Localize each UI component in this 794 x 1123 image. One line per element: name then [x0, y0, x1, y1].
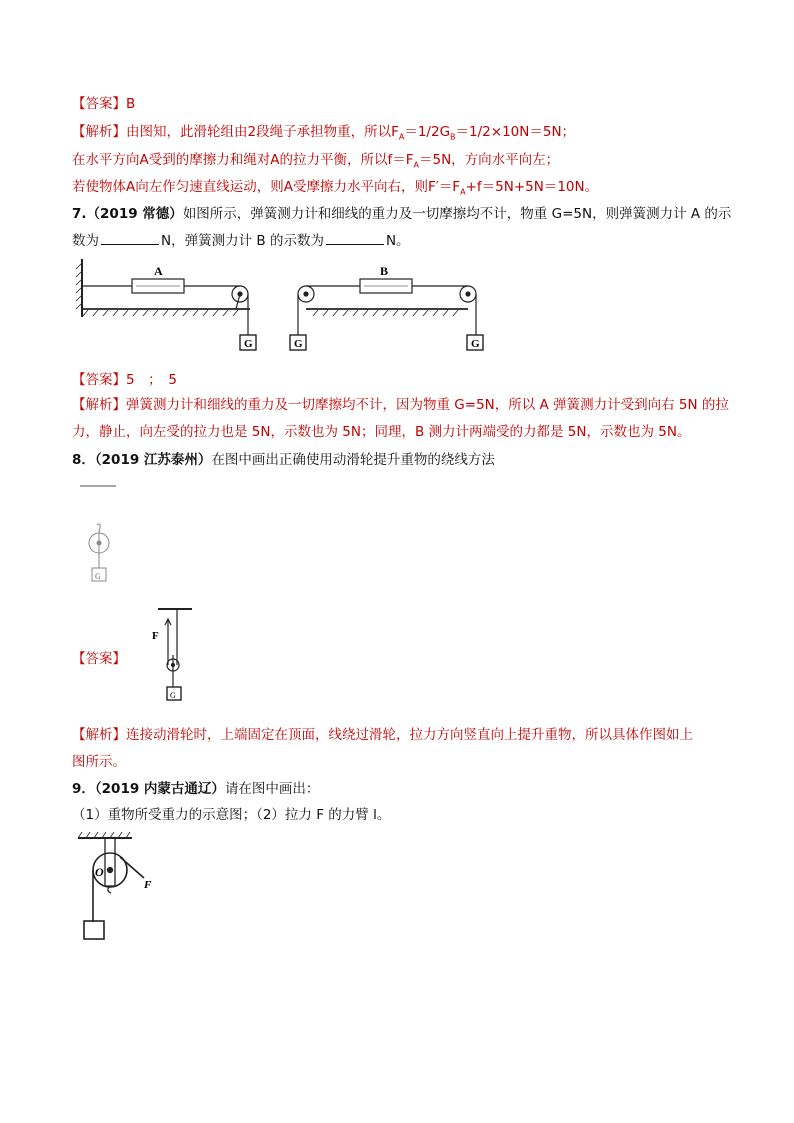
question-8: [72, 451, 495, 469]
question-number: 8．: [72, 452, 95, 468]
scale-b-label: B: [380, 264, 389, 278]
analysis-text: 弹簧测力计和细线的重力及一切摩擦均不计，因为物重 G=5N，所以 A 弹簧测力计受到向右 5N 的拉: [126, 397, 729, 413]
weight-label: G: [244, 338, 253, 350]
answer-tag: 【答案】: [72, 96, 126, 112]
question-7-line-2: [72, 232, 410, 250]
analysis-text: 在水平方向A受到的摩擦力和绳对A的拉力平衡，所以f＝F: [72, 152, 414, 168]
question-source: （2019 常德）: [86, 206, 183, 222]
pivot-label: O: [95, 865, 104, 879]
answer-blank[interactable]: [101, 232, 159, 245]
analysis-tag: 【解析】: [72, 727, 126, 743]
weight-label: G: [471, 338, 480, 350]
analysis-text: ＝1/2×10N＝5N；: [455, 124, 576, 140]
analysis-text: 力，静止，向左受的拉力也是 5N，示数也为 5N；同理，B 测力计两端受的力都是 5N，示数也为 5N。: [72, 424, 691, 440]
answer-tag: 【答案】: [72, 651, 126, 667]
force-label: F: [144, 879, 152, 891]
analysis-7-line-2: [72, 423, 690, 441]
q8-answer-figure: [148, 605, 198, 713]
weight-label: G: [294, 338, 303, 350]
question-7-line-1: [72, 205, 731, 223]
analysis-8-line-1: [72, 726, 693, 744]
question-text: 数为: [72, 233, 99, 249]
answer-blank[interactable]: [326, 232, 384, 245]
analysis-text: ＝5N，方向水平向左；: [418, 152, 560, 168]
answer-8: [72, 650, 126, 668]
answer-7: [72, 371, 177, 389]
analysis-6-line-1: [72, 123, 575, 147]
answer-6: [72, 95, 135, 113]
question-text: N。: [385, 233, 410, 249]
analysis-text: 图所示。: [72, 754, 126, 770]
answer-value: B: [126, 96, 136, 112]
q8-pulley-figure: [78, 480, 128, 590]
subscript: A: [413, 160, 419, 170]
question-source: （2019 内蒙古通辽）: [94, 781, 225, 797]
analysis-text: 连接动滑轮时，上端固定在顶面，线绕过滑轮，拉力方向竖直向上提升重物，所以具体作图如上: [126, 727, 693, 743]
question-text: 请在图中画出：: [224, 781, 320, 797]
analysis-6-line-2: [72, 151, 559, 175]
analysis-text: ＝1/2G: [404, 124, 451, 140]
question-9-sub: [72, 806, 390, 824]
question-text: N，弹簧测力计 B 的示数为: [161, 233, 324, 249]
spring-scale-figure: [70, 255, 490, 355]
question-number: 9．: [72, 781, 95, 797]
q9-pulley-figure: [74, 830, 174, 945]
weight-label: G: [95, 572, 101, 581]
analysis-tag: 【解析】: [72, 124, 126, 140]
force-label: F: [152, 630, 159, 642]
subscript: B: [450, 132, 456, 142]
analysis-6-line-3: [72, 178, 598, 202]
analysis-text: 若使物体A向左作匀速直线运动，则A受摩擦力水平向右，则F′＝F: [72, 179, 461, 195]
scale-a-label: A: [154, 264, 163, 278]
analysis-7-line-1: [72, 396, 729, 414]
question-source: （2019 江苏泰州）: [94, 452, 212, 468]
weight-label: G: [170, 691, 176, 700]
analysis-text: +f＝5N+5N＝10N。: [465, 179, 599, 195]
question-text: 如图所示，弹簧测力计和细线的重力及一切摩擦均不计，物重 G=5N，则弹簧测力计 A 的示: [182, 206, 732, 222]
analysis-8-line-2: [72, 753, 126, 771]
subscript: A: [398, 132, 405, 142]
analysis-tag: 【解析】: [72, 397, 126, 413]
question-number: 7.: [72, 206, 87, 222]
question-9: [72, 780, 319, 798]
answer-value: 5 ； 5: [126, 372, 177, 388]
answer-tag: 【答案】: [72, 372, 126, 388]
subscript: A: [460, 187, 466, 197]
question-text: 在图中画出正确使用动滑轮提升重物的绕线方法: [211, 452, 495, 468]
analysis-text: 由图知，此滑轮组由2段绳子承担物重，所以F: [126, 124, 399, 140]
question-text: （1）重物所受重力的示意图；（2）拉力 F 的力臂 l。: [72, 807, 391, 823]
